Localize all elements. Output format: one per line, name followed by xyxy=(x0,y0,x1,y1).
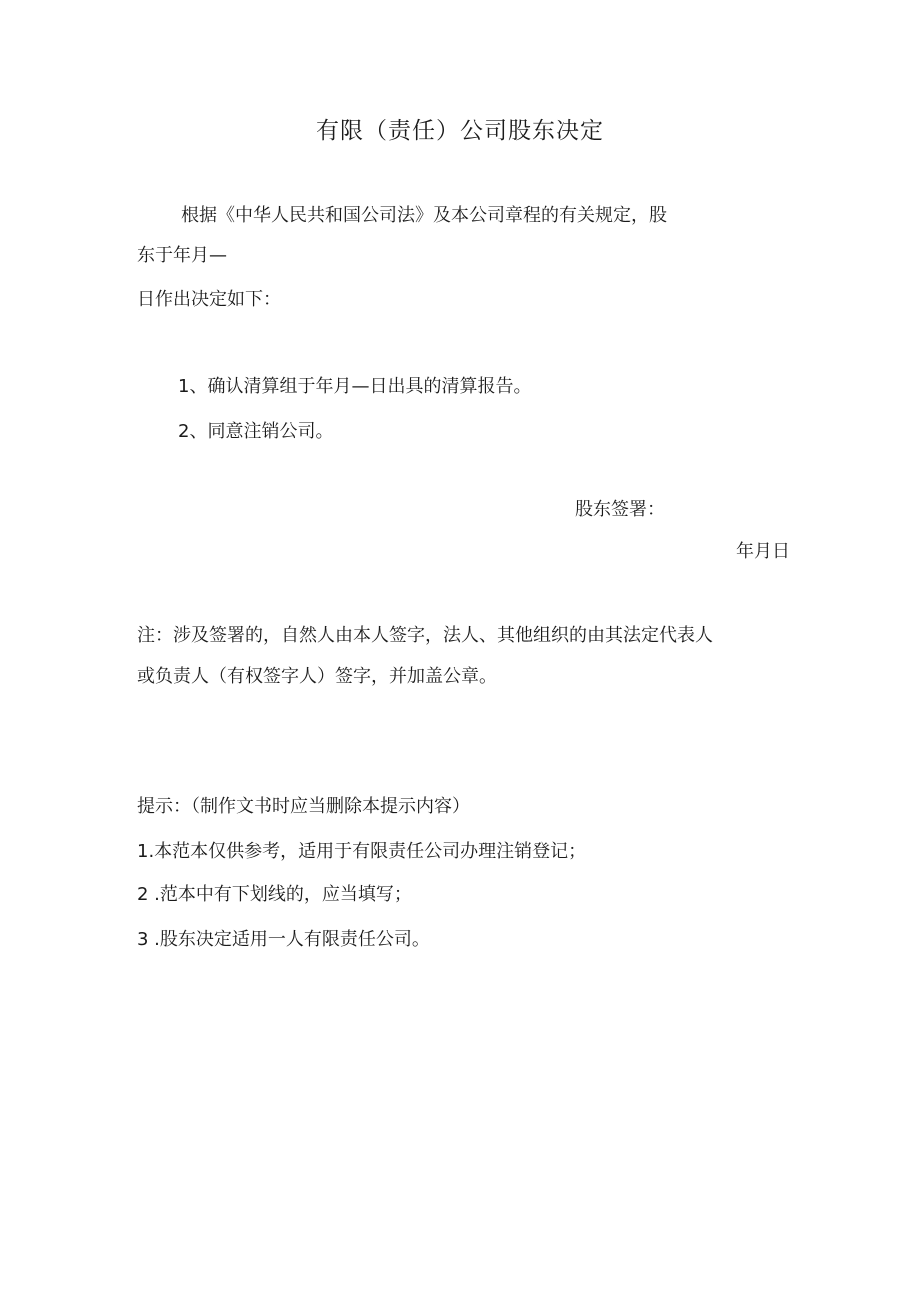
date-label: 年月日 xyxy=(736,541,790,562)
tips-heading: 提示：（制作文书时应当删除本提示内容） xyxy=(137,796,470,817)
tip-item-2: 2 .范本中有下划线的，应当填写； xyxy=(137,884,412,905)
note-line-2: 或负责人（有权签字人）签字，并加盖公章。 xyxy=(137,666,497,687)
intro-line-1: 根据《中华人民共和国公司法》及本公司章程的有关规定，股 xyxy=(181,205,667,226)
intro-line-2: 东于年月— xyxy=(137,245,227,266)
tip-item-3: 3 .股东决定适用一人有限责任公司。 xyxy=(137,929,430,950)
decision-item-2: 2、同意注销公司。 xyxy=(178,421,334,442)
document-title: 有限（责任）公司股东决定 xyxy=(316,118,604,144)
note-line-1: 注：涉及签署的，自然人由本人签字，法人、其他组织的由其法定代表人 xyxy=(137,625,713,646)
intro-line-3: 日作出决定如下： xyxy=(137,289,281,310)
tip-item-1: 1.本范本仅供参考，适用于有限责任公司办理注销登记； xyxy=(137,841,587,862)
signature-label: 股东签署： xyxy=(575,499,665,520)
decision-item-1: 1、确认清算组于年月—日出具的清算报告。 xyxy=(178,376,532,397)
